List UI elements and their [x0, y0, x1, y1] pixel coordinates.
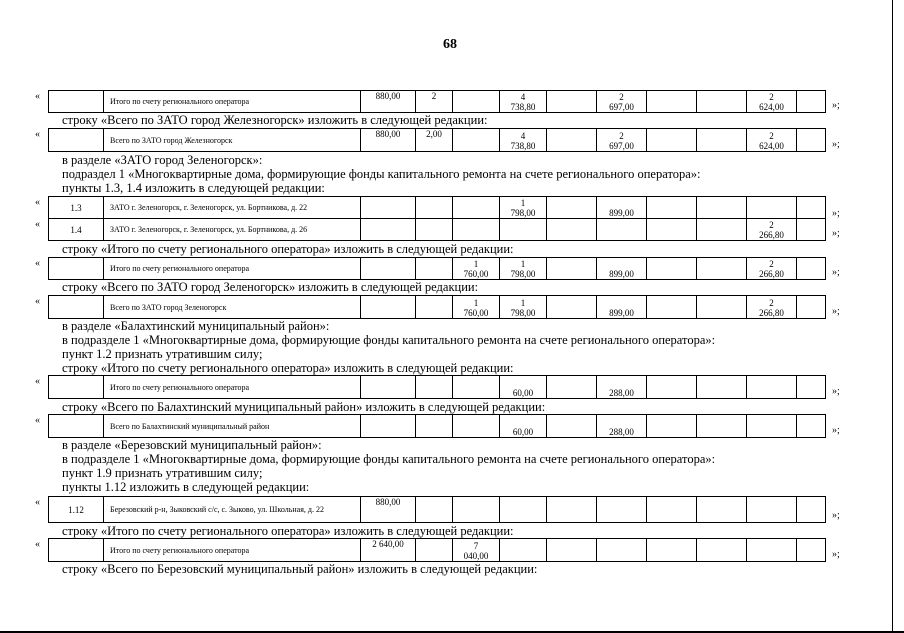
- value-cell: [797, 296, 826, 319]
- quote-close: »;: [832, 208, 840, 219]
- value-cell: [361, 258, 416, 280]
- value-cell: [361, 415, 416, 438]
- value-cell: 60,00: [500, 376, 547, 399]
- instruction-line: строку «Всего по ЗАТО город Железногорск» изложить в следующей редакции:: [62, 113, 488, 127]
- value-cell: 2 624,00: [747, 91, 797, 113]
- value-cell: 60,00: [500, 415, 547, 438]
- quote-close: »;: [832, 306, 840, 317]
- table-row: [49, 258, 826, 280]
- address-cell: Березовский р-н, Зыковский с/с, с. Зыково, ул. Школьная, д. 22: [104, 497, 361, 523]
- value-cell: [453, 129, 500, 152]
- quote-open: «: [35, 376, 40, 387]
- address-cell: Итого по счету регионального оператора: [104, 91, 361, 113]
- value-cell: [697, 376, 747, 399]
- value-cell: [416, 415, 453, 438]
- value-cell: [647, 258, 697, 280]
- value-cell: 880,00: [361, 497, 416, 523]
- value-cell: [547, 91, 597, 113]
- value-cell: 2 624,00: [747, 129, 797, 152]
- item-number-cell: 1.12: [49, 497, 104, 523]
- value-cell: 7 040,00: [453, 539, 500, 562]
- amendment-table: [48, 257, 826, 280]
- item-number-cell: [49, 91, 104, 113]
- table-row: [49, 415, 826, 438]
- value-cell: [797, 91, 826, 113]
- value-cell: [416, 296, 453, 319]
- instruction-line: в разделе «ЗАТО город Зеленогорск»:: [62, 153, 263, 167]
- instruction-line: в подразделе 1 «Многоквартирные дома, формирующие фонды капитального ремонта на счете регионального оператора»:: [62, 333, 716, 347]
- value-cell: [747, 497, 797, 523]
- quote-open: «: [35, 129, 40, 140]
- value-cell: [647, 91, 697, 113]
- instruction-line: пункты 1.3, 1.4 изложить в следующей редакции:: [62, 181, 325, 195]
- amendment-table: [48, 90, 826, 113]
- value-cell: 288,00: [597, 415, 647, 438]
- value-cell: [453, 497, 500, 523]
- value-cell: [361, 296, 416, 319]
- value-cell: [697, 197, 747, 219]
- table-row: [49, 197, 826, 219]
- instruction-line: в разделе «Березовский муниципальный район»:: [62, 438, 322, 452]
- value-cell: [647, 539, 697, 562]
- quote-open: «: [35, 91, 40, 102]
- value-cell: [697, 219, 747, 241]
- value-cell: [453, 376, 500, 399]
- value-cell: [547, 219, 597, 241]
- item-number-cell: 1.3: [49, 197, 104, 219]
- value-cell: [697, 497, 747, 523]
- value-cell: 899,00: [597, 258, 647, 280]
- table-row: [49, 376, 826, 399]
- address-cell: Всего по ЗАТО город Железногорск: [104, 129, 361, 152]
- value-cell: 1 798,00: [500, 296, 547, 319]
- value-cell: [747, 376, 797, 399]
- item-number-cell: 1.4: [49, 219, 104, 241]
- value-cell: [416, 258, 453, 280]
- value-cell: [597, 219, 647, 241]
- amendment-table: [48, 128, 826, 152]
- value-cell: [697, 91, 747, 113]
- table-row: [49, 296, 826, 319]
- value-cell: [697, 539, 747, 562]
- quote-close: »;: [832, 228, 840, 239]
- value-cell: 899,00: [597, 296, 647, 319]
- instruction-line: в разделе «Балахтинский муниципальный район»:: [62, 319, 330, 333]
- value-cell: [747, 415, 797, 438]
- value-cell: [647, 197, 697, 219]
- value-cell: [647, 376, 697, 399]
- value-cell: 1 760,00: [453, 296, 500, 319]
- amendment-table: [48, 414, 826, 438]
- value-cell: [697, 415, 747, 438]
- value-cell: [747, 197, 797, 219]
- instruction-line: строку «Итого по счету регионального оператора» изложить в следующей редакции:: [62, 361, 514, 375]
- value-cell: [797, 219, 826, 241]
- instruction-line: пункт 1.2 признать утратившим силу;: [62, 347, 263, 361]
- item-number-cell: [49, 129, 104, 152]
- value-cell: [547, 415, 597, 438]
- table-row: [49, 539, 826, 562]
- address-cell: Итого по счету регионального оператора: [104, 258, 361, 280]
- address-cell: Всего по Балахтинский муниципальный район: [104, 415, 361, 438]
- value-cell: [547, 539, 597, 562]
- value-cell: [597, 497, 647, 523]
- quote-open: «: [35, 219, 40, 230]
- instruction-line: пункты 1.12 изложить в следующей редакции:: [62, 480, 310, 494]
- value-cell: [547, 376, 597, 399]
- amendment-table: [48, 496, 826, 523]
- value-cell: 2 697,00: [597, 129, 647, 152]
- value-cell: [647, 129, 697, 152]
- instruction-line: строку «Всего по ЗАТО город Зеленогорск» изложить в следующей редакции:: [62, 280, 479, 294]
- instruction-line: пункт 1.9 признать утратившим силу;: [62, 466, 263, 480]
- value-cell: [697, 258, 747, 280]
- item-number-cell: [49, 539, 104, 562]
- value-cell: [797, 197, 826, 219]
- quote-open: «: [35, 497, 40, 508]
- quote-close: »;: [832, 139, 840, 150]
- item-number-cell: [49, 258, 104, 280]
- value-cell: [547, 129, 597, 152]
- value-cell: [647, 219, 697, 241]
- quote-close: »;: [832, 510, 840, 521]
- value-cell: [797, 497, 826, 523]
- table-row: [49, 219, 826, 241]
- value-cell: 880,00: [361, 129, 416, 152]
- address-cell: ЗАТО г. Зеленогорск, г. Зеленогорск, ул. Бортникова, д. 26: [104, 219, 361, 241]
- value-cell: [647, 415, 697, 438]
- value-cell: [453, 197, 500, 219]
- instruction-line: в подразделе 1 «Многоквартирные дома, формирующие фонды капитального ремонта на счете регионального оператора»:: [62, 452, 716, 466]
- value-cell: [547, 258, 597, 280]
- value-cell: [453, 415, 500, 438]
- quote-close: »;: [832, 425, 840, 436]
- value-cell: 2 640,00: [361, 539, 416, 562]
- value-cell: [453, 91, 500, 113]
- amendment-table: [48, 538, 826, 562]
- value-cell: [500, 219, 547, 241]
- value-cell: [547, 197, 597, 219]
- value-cell: 880,00: [361, 91, 416, 113]
- value-cell: [416, 219, 453, 241]
- value-cell: 2 266,80: [747, 219, 797, 241]
- instruction-line: строку «Всего по Березовский муниципальный район» изложить в следующей редакции:: [62, 562, 538, 576]
- value-cell: [453, 219, 500, 241]
- page-number: 68: [443, 37, 457, 52]
- value-cell: [361, 376, 416, 399]
- value-cell: [361, 197, 416, 219]
- value-cell: [416, 376, 453, 399]
- value-cell: 4 738,80: [500, 91, 547, 113]
- item-number-cell: [49, 376, 104, 399]
- value-cell: [797, 415, 826, 438]
- value-cell: 2,00: [416, 129, 453, 152]
- quote-open: «: [35, 415, 40, 426]
- value-cell: [547, 296, 597, 319]
- quote-open: «: [35, 258, 40, 269]
- address-cell: Итого по счету регионального оператора: [104, 539, 361, 562]
- value-cell: [797, 376, 826, 399]
- value-cell: 1 798,00: [500, 197, 547, 219]
- amendment-table: [48, 375, 826, 399]
- value-cell: [747, 539, 797, 562]
- value-cell: [797, 258, 826, 280]
- quote-close: »;: [832, 100, 840, 111]
- value-cell: 2 266,80: [747, 258, 797, 280]
- quote-close: »;: [832, 549, 840, 560]
- value-cell: 1 760,00: [453, 258, 500, 280]
- instruction-line: подраздел 1 «Многоквартирные дома, формирующие фонды капитального ремонта на счете регионального оператора»:: [62, 167, 701, 181]
- quote-open: «: [35, 539, 40, 550]
- value-cell: [416, 539, 453, 562]
- value-cell: [697, 296, 747, 319]
- quote-open: «: [35, 197, 40, 208]
- amendment-table: [48, 196, 826, 241]
- value-cell: 1 798,00: [500, 258, 547, 280]
- value-cell: 2 266,80: [747, 296, 797, 319]
- item-number-cell: [49, 296, 104, 319]
- address-cell: Итого по счету регионального оператора: [104, 376, 361, 399]
- value-cell: [597, 539, 647, 562]
- value-cell: [647, 497, 697, 523]
- value-cell: 288,00: [597, 376, 647, 399]
- value-cell: 2: [416, 91, 453, 113]
- instruction-line: строку «Всего по Балахтинский муниципальный район» изложить в следующей редакции:: [62, 400, 546, 414]
- value-cell: 2 697,00: [597, 91, 647, 113]
- value-cell: 899,00: [597, 197, 647, 219]
- value-cell: [697, 129, 747, 152]
- instruction-line: строку «Итого по счету регионального оператора» изложить в следующей редакции:: [62, 524, 514, 538]
- instruction-line: строку «Итого по счету регионального оператора» изложить в следующей редакции:: [62, 242, 514, 256]
- value-cell: [416, 497, 453, 523]
- table-row: [49, 91, 826, 113]
- value-cell: [500, 539, 547, 562]
- item-number-cell: [49, 415, 104, 438]
- address-cell: Всего по ЗАТО город Зеленогорск: [104, 296, 361, 319]
- value-cell: [500, 497, 547, 523]
- address-cell: ЗАТО г. Зеленогорск, г. Зеленогорск, ул. Бортникова, д. 22: [104, 197, 361, 219]
- scan-border-right: [892, 0, 893, 633]
- amendment-table: [48, 295, 826, 319]
- quote-close: »;: [832, 267, 840, 278]
- quote-open: «: [35, 296, 40, 307]
- quote-close: »;: [832, 386, 840, 397]
- value-cell: [797, 129, 826, 152]
- value-cell: [647, 296, 697, 319]
- table-row: [49, 497, 826, 523]
- value-cell: [416, 197, 453, 219]
- value-cell: [547, 497, 597, 523]
- value-cell: [361, 219, 416, 241]
- table-row: [49, 129, 826, 152]
- value-cell: 4 738,80: [500, 129, 547, 152]
- value-cell: [797, 539, 826, 562]
